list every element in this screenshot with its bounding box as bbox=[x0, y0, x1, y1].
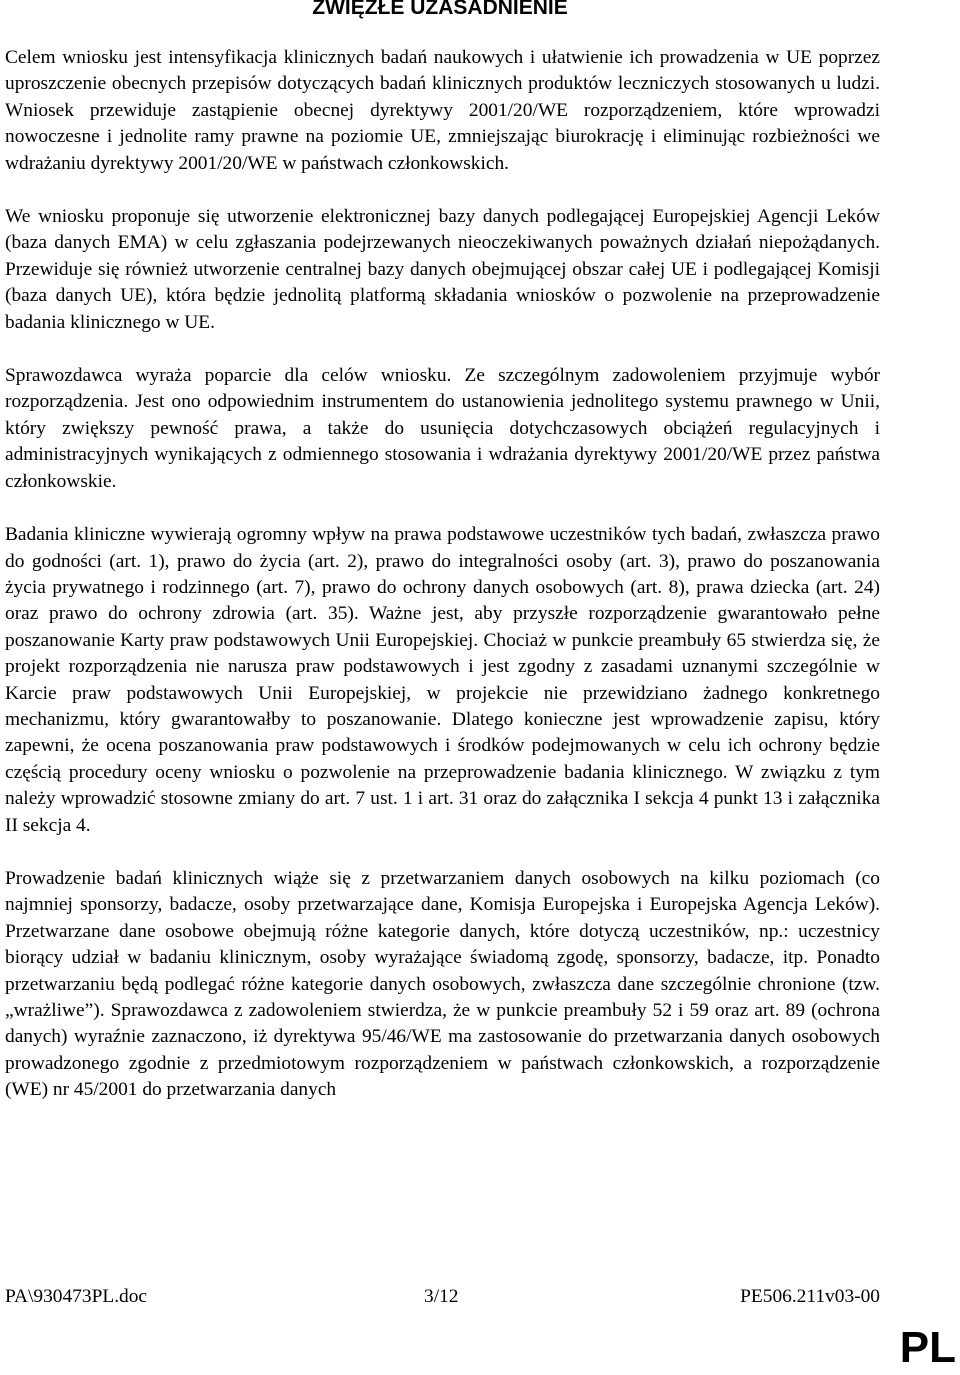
document-heading: ZWIĘZŁE UZASADNIENIE bbox=[312, 0, 568, 19]
document-body bbox=[5, 45, 880, 1131]
paragraph-2: We wniosku proponuje się utworzenie elektronicznej bazy danych podlegającej Europejskiej Agencji Leków (baza danych EMA) w celu zgłaszania podejrzewanych nieoczekiwanych poważnych działań niepożądanych. Przewiduje się również utworzenie centralnej bazy danych obejmującej obszar całej UE i podlegającej Komisji (baza danych UE), która będzie jednolitą platformą składania wniosków o pozwolenie na przeprowadzenie badania klinicznego w UE. bbox=[5, 206, 880, 333]
paragraph-5: Prowadzenie badań klinicznych wiąże się z przetwarzaniem danych osobowych na kilku poziomach (co najmniej sponsorzy, badacze, osoby przetwarzające dane, Komisja Europejska i Europejska Agencja Leków). Przetwarzane dane osobowe obejmują różne kategorie danych, które dotyczą uczestników, np.: uczestnicy biorący udział w badaniu klinicznym, osoby wyrażające świadomą zgodę, sponsorzy, badacze, itp. Ponadto przetwarzaniu będą podlegać różne kategorie danych osobowych, zwłaszcza dane szczególnie chronione (tzw. „wrażliwe”). Sprawozdawca z zadowoleniem stwierdza, że w punkcie preambuły 52 i 59 oraz art. 89 (ochrona danych) wyraźnie zaznaczono, iż dyrektywa 95/46/WE ma zastosowanie do przetwarzania danych osobowych prowadzonego zgodnie z przedmiotowym rozporządzeniem w państwach członkowskich, a rozporządzenie (WE) nr 45/2001 do przetwarzania danych bbox=[5, 867, 880, 1101]
footer-doc-code: PE506.211v03-00 bbox=[740, 1286, 880, 1307]
footer-page-number: 3/12 bbox=[424, 1286, 459, 1307]
paragraph-1: Celem wniosku jest intensyfikacja klinicznych badań naukowych i ułatwienie ich prowadzenia w UE poprzez uproszczenie obecnych przepisów dotyczących badań klinicznych produktów leczniczych stosowanych u ludzi. Wniosek przewiduje zastąpienie obecnej dyrektywy 2001/20/WE rozporządzeniem, które wprowadzi nowoczesne i jednolite ramy prawne na poziomie UE, zmniejszając biurokrację i eliminując rozbieżności we wdrażaniu dyrektywy 2001/20/WE w państwach członkowskich. bbox=[5, 47, 880, 174]
page-footer bbox=[5, 1284, 880, 1310]
paragraph-4: Badania kliniczne wywierają ogromny wpływ na prawa podstawowe uczestników tych badań, zwłaszcza prawo do godności (art. 1), prawo do życia (art. 2), prawo do integralności osoby (art. 3), prawo do poszanowania życia prywatnego i rodzinnego (art. 7), prawo do ochrony danych osobowych (art. 8), prawa dziecka (art. 24) oraz prawo do ochrony zdrowia (art. 35). Ważne jest, aby przyszłe rozporządzenie gwarantowało pełne poszanowanie Karty praw podstawowych Unii Europejskiej. Chociaż w punkcie preambuły 65 stwierdza się, że projekt rozporządzenia nie narusza praw podstawowych i jest zgodny z zasadami uznanymi szczególnie w Karcie praw podstawowych Unii Europejskiej, w projekcie nie przewidziano żadnego konkretnego mechanizmu, który gwarantowałby to poszanowanie. Dlatego konieczne jest wprowadzenie zapisu, który zapewni, że ocena poszanowania praw podstawowych i środków podejmowanych w celu ich ochrony będzie częścią procedury oceny wniosku o pozwolenie na przeprowadzenie badania klinicznego. W związku z tym należy wprowadzić stosowne zmiany do art. 7 ust. 1 i art. 31 oraz do załącznika I sekcja 4 punkt 13 i załącznika II sekcja 4. bbox=[5, 524, 880, 836]
language-badge: PL bbox=[899, 1323, 956, 1372]
paragraph-3: Sprawozdawca wyraża poparcie dla celów wniosku. Ze szczególnym zadowoleniem przyjmuje wybór rozporządzenia. Jest ono odpowiednim instrumentem do ustanowienia jednolitego systemu prawnego w Unii, który zwiększy pewność prawa, a także do usunięcia dotychczasowych obciążeń regulacyjnych i administracyjnych wynikających z odmiennego stosowania i wdrażania dyrektywy 2001/20/WE przez państwa członkowskie. bbox=[5, 365, 880, 492]
footer-file-ref: PA\930473PL.doc bbox=[5, 1286, 148, 1307]
